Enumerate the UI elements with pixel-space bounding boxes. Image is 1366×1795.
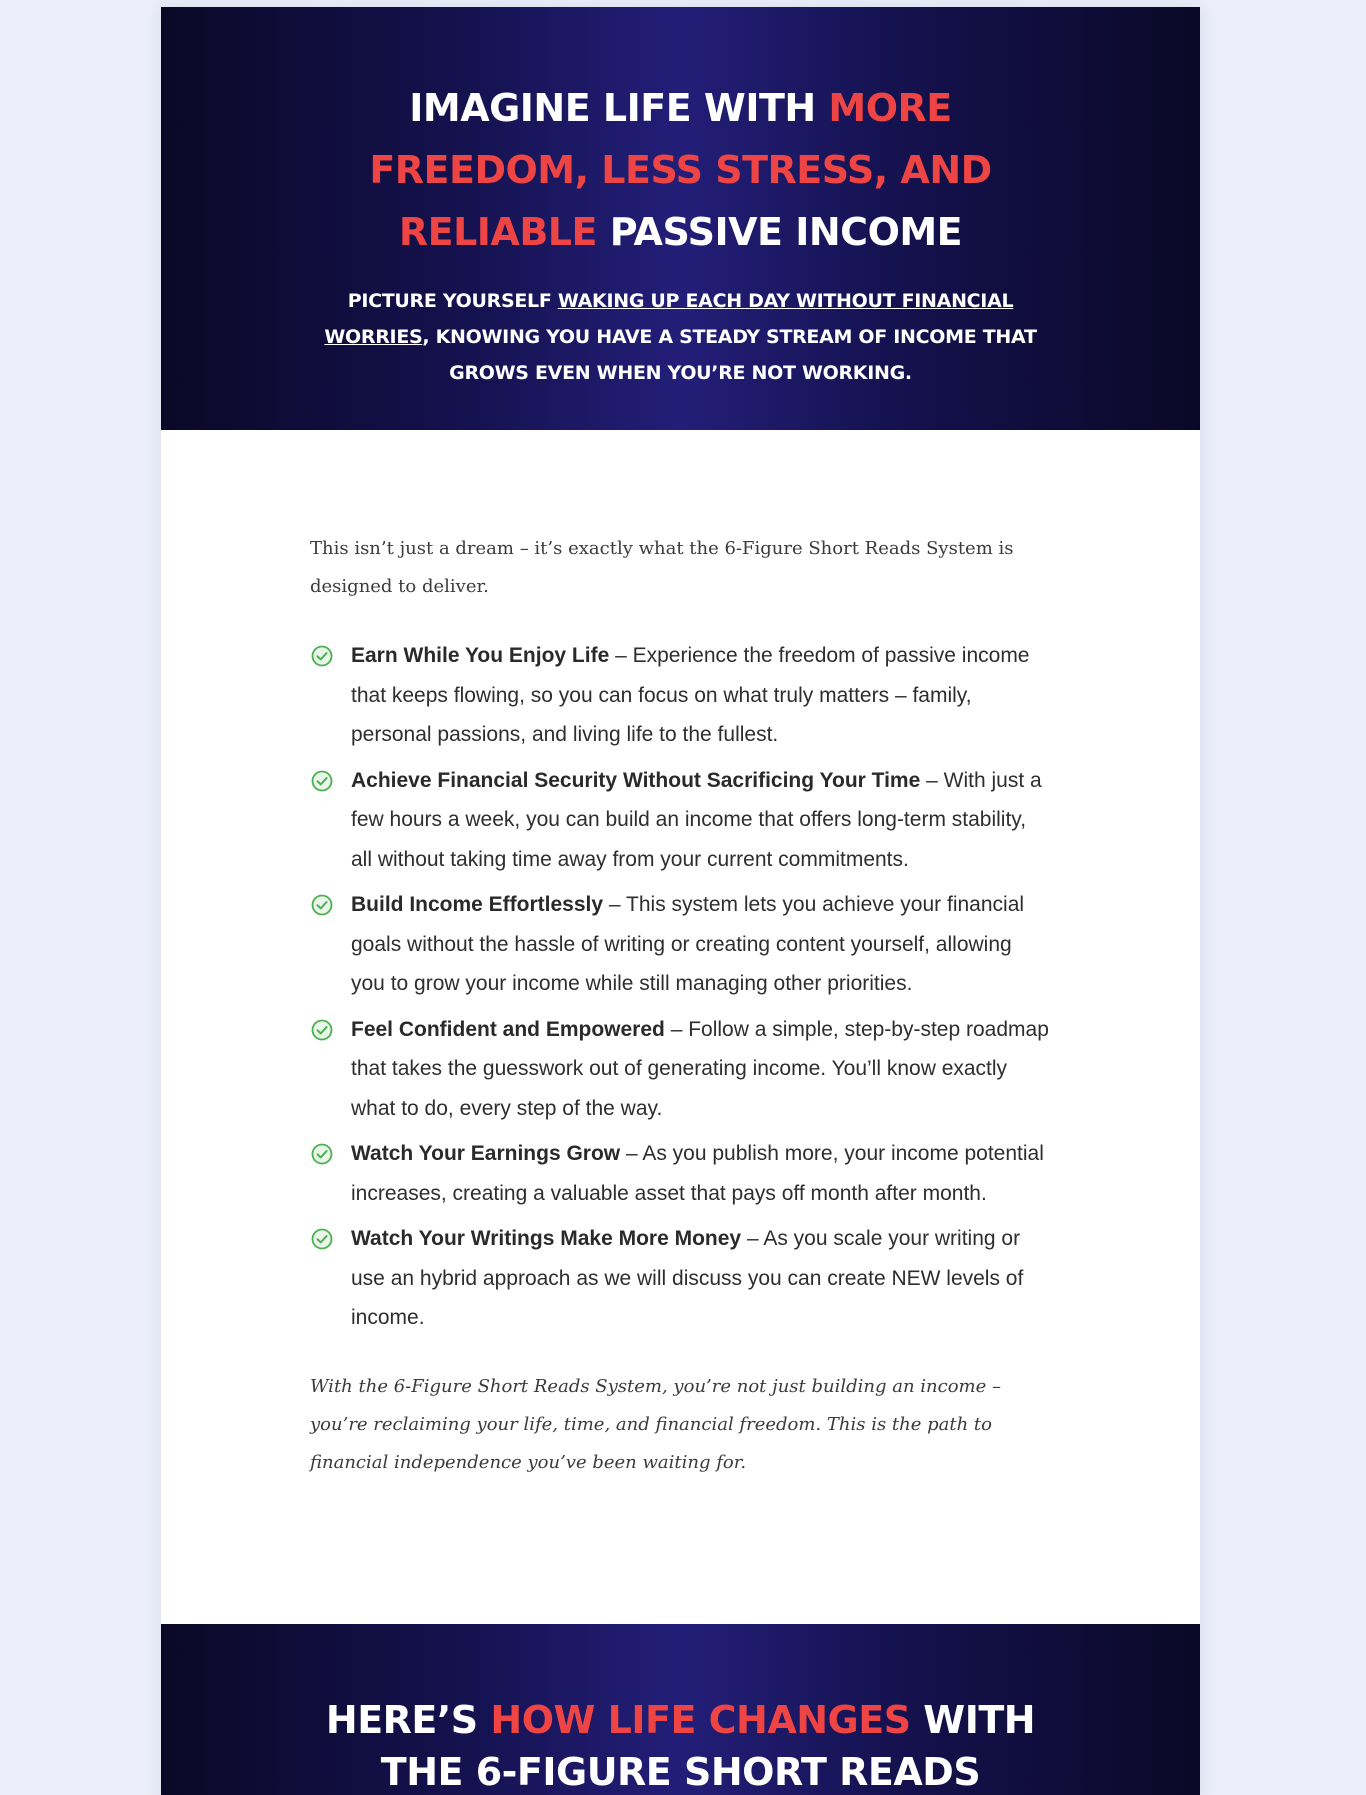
benefit-title: Achieve Financial Security Without Sacrificing Your Time [351, 768, 921, 792]
benefit-text: – This system lets you achieve your financial goals without the hassle of writing or creating content yourself, allowing you to grow your income while still managing other priorities. [351, 893, 1025, 995]
hero-title-white-2: PASSIVE INCOME [596, 210, 963, 254]
benefit-title: Watch Your Earnings Grow [351, 1142, 621, 1165]
benefit-text: – With just a few hours a week, you can build an income that offers long-term stability, all without taking time away from your current commitments. [351, 768, 1042, 871]
check-circle-icon [310, 893, 334, 917]
life-changes-title-white-1: HERE’S [325, 1698, 491, 1742]
benefit-title: Watch Your Writings Make More Money [351, 1227, 742, 1250]
benefits-section [310, 530, 1050, 1482]
closing-paragraph: With the 6-Figure Short Reads System, you’re not just building an income – you’re reclaiming your life, time, and financial freedom. This is the path to financial independence you’ve been waiting for. [310, 1375, 1001, 1473]
hero-subtitle-pre: PICTURE YOURSELF [347, 290, 558, 312]
hero-section [161, 7, 1200, 430]
check-circle-icon [310, 1227, 334, 1251]
benefit-item [310, 1134, 1050, 1213]
benefit-item [310, 636, 1050, 755]
intro-paragraph: This isn’t just a dream – it’s exactly what the 6-Figure Short Reads System is designed to deliver. [310, 538, 1014, 597]
life-changes-title-red: HOW LIFE CHANGES [490, 1698, 911, 1742]
check-circle-icon [310, 1142, 334, 1166]
check-circle-icon [310, 1018, 334, 1042]
hero-subtitle-post: , KNOWING YOU HAVE A STEADY STREAM OF INCOME THAT GROWS EVEN WHEN YOU’RE NOT WORKING. [422, 326, 1037, 384]
check-circle-icon [310, 769, 334, 793]
benefit-item [310, 885, 1050, 1004]
hero-title [331, 77, 1031, 263]
benefit-title: Feel Confident and Empowered [351, 1017, 665, 1041]
hero-subtitle [296, 283, 1066, 391]
hero-subtitle-underlined: WAKING UP EACH DAY WITHOUT FINANCIAL WORRIES [324, 290, 1014, 348]
benefit-title: Earn While You Enjoy Life [351, 644, 610, 667]
benefit-text: – Experience the freedom of passive income that keeps flowing, so you can focus on what truly matters – family, personal passions, and living life to the fullest. [351, 644, 1030, 746]
life-changes-title-white-2: WITH THE 6-FIGURE SHORT READS [380, 1698, 1036, 1794]
hero-title-white-1: IMAGINE LIFE WITH [409, 86, 829, 130]
benefit-text: – As you scale your writing or use an hybrid approach as we will discuss you can create NEW levels of income. [351, 1227, 1024, 1329]
page-container [161, 7, 1200, 1795]
benefit-item [310, 1010, 1050, 1129]
hero-title-red: MORE FREEDOM, LESS STRESS, AND RELIABLE [369, 86, 992, 254]
benefit-title: Build Income Effortlessly [351, 893, 604, 916]
check-circle-icon [310, 644, 334, 668]
benefit-item [310, 761, 1050, 880]
benefits-list [310, 636, 1050, 1338]
benefit-text: – As you publish more, your income potential increases, creating a valuable asset that pays off month after month. [351, 1142, 1044, 1205]
life-changes-section [161, 1624, 1200, 1795]
benefit-text: – Follow a simple, step-by-step roadmap that takes the guesswork out of generating income. You’ll know exactly what to do, every step of the way. [351, 1017, 1049, 1120]
life-changes-title [281, 1694, 1081, 1795]
benefit-item [310, 1219, 1050, 1338]
